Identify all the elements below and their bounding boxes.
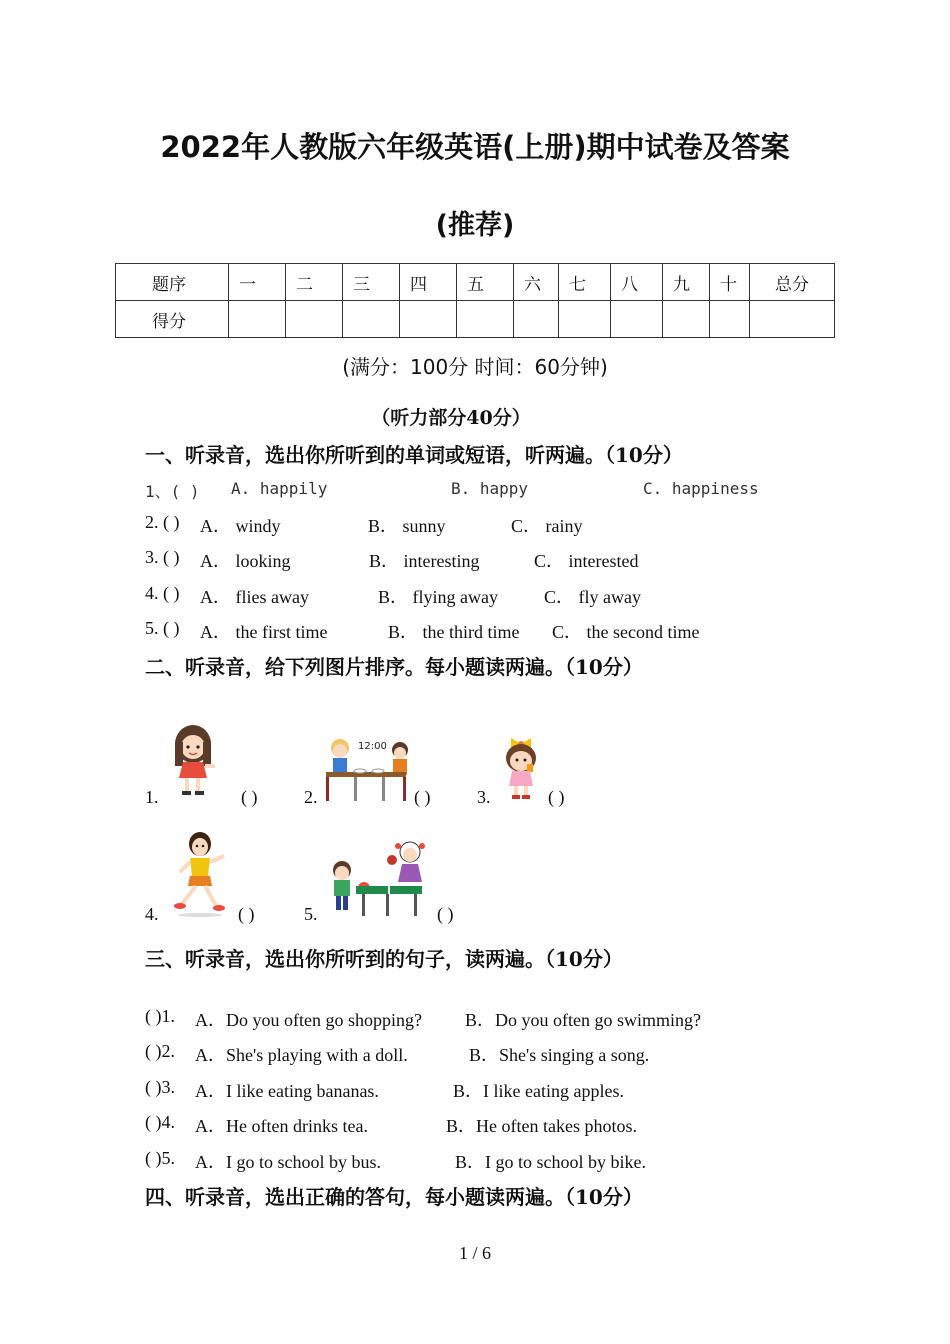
s3-q1-option-b[interactable]: B．Do you often go swimming?: [465, 1010, 701, 1030]
s3-q5-num: ( )5.: [145, 1148, 175, 1168]
score-cell[interactable]: [559, 301, 611, 338]
s2-blank-1[interactable]: ( ): [241, 787, 258, 807]
s2-label-1: 1.: [145, 787, 159, 807]
s3-q1-option-a[interactable]: A．Do you often go shopping?: [195, 1010, 422, 1030]
s3-q3-option-b[interactable]: B．I like eating apples.: [453, 1081, 624, 1101]
girl-walking-picture: [165, 722, 221, 798]
kids-eating-lunch-picture: [320, 734, 412, 804]
s1-q2-option-c[interactable]: C． rainy: [511, 516, 583, 536]
header-cell-4: 四: [400, 264, 457, 301]
header-cell-9: 九: [663, 264, 710, 301]
s1-q3-option-a[interactable]: A． looking: [200, 551, 291, 571]
s1-q4-option-b[interactable]: B． flying away: [378, 587, 498, 607]
s1-q4-option-c[interactable]: C． fly away: [544, 587, 641, 607]
s1-q1-option-b[interactable]: B. happy: [451, 479, 529, 498]
header-cell-3: 三: [343, 264, 400, 301]
s3-q2-num: ( )2.: [145, 1041, 175, 1061]
score-cell[interactable]: [514, 301, 559, 338]
score-cell[interactable]: [400, 301, 457, 338]
s1-q4-num: 4. ( ): [145, 583, 180, 603]
score-cell[interactable]: [343, 301, 400, 338]
s3-q2-option-b[interactable]: B．She's singing a song.: [469, 1045, 650, 1065]
s2-label-5: 5.: [304, 904, 318, 924]
s1-q5-option-a[interactable]: A． the first time: [200, 622, 328, 642]
score-row-label: 得分: [116, 301, 229, 338]
s2-blank-2[interactable]: ( ): [414, 787, 431, 807]
header-cell-1: 一: [229, 264, 286, 301]
score-table-score-row: [116, 301, 835, 338]
s1-q2-option-b[interactable]: B． sunny: [368, 516, 446, 536]
s2-label-3: 3.: [477, 787, 491, 807]
header-cell-6: 六: [514, 264, 559, 301]
s3-q3-option-a[interactable]: A．I like eating bananas.: [195, 1081, 379, 1101]
s2-blank-4[interactable]: ( ): [238, 904, 255, 924]
s2-label-2: 2.: [304, 787, 318, 807]
kids-playing-ping-pong-picture: [326, 838, 436, 920]
listening-header: （听力部分40分）: [371, 407, 531, 429]
header-cell-8: 八: [611, 264, 663, 301]
s3-q5-option-a[interactable]: A．I go to school by bus.: [195, 1152, 381, 1172]
s1-q1-num: 1、( ): [145, 482, 200, 501]
header-cell-order: 题序: [116, 264, 229, 301]
s2-blank-5[interactable]: ( ): [437, 904, 454, 924]
s1-q2-option-a[interactable]: A． windy: [200, 516, 281, 536]
s1-q1-option-c[interactable]: C. happiness: [643, 479, 759, 498]
section4-title: 四、听录音，选出正确的答句，每小题读两遍。（10分）: [145, 1185, 643, 1209]
section2-title: 二、听录音，给下列图片排序。每小题读两遍。（10分）: [145, 655, 643, 679]
s1-q5-option-b[interactable]: B． the third time: [388, 622, 520, 642]
s1-q3-option-b[interactable]: B． interesting: [369, 551, 480, 571]
header-cell-2: 二: [286, 264, 343, 301]
score-cell-total[interactable]: [750, 301, 835, 338]
page-subtitle: (推荐): [435, 210, 515, 241]
girl-running-picture: [172, 830, 232, 918]
header-cell-5: 五: [457, 264, 514, 301]
clock-time-label: 12:00: [358, 741, 387, 752]
score-cell[interactable]: [229, 301, 286, 338]
s2-label-4: 4.: [145, 904, 159, 924]
s1-q1-option-a[interactable]: A. happily: [231, 479, 328, 498]
header-cell-7: 七: [559, 264, 611, 301]
s3-q4-option-a[interactable]: A．He often drinks tea.: [195, 1116, 368, 1136]
s2-blank-3[interactable]: ( ): [548, 787, 565, 807]
page-number: 1 / 6: [458, 1243, 491, 1263]
s3-q1-num: ( )1.: [145, 1006, 175, 1026]
s1-q5-num: 5. ( ): [145, 618, 180, 638]
page-title: 2022年人教版六年级英语(上册)期中试卷及答案: [160, 130, 790, 164]
s3-q2-option-a[interactable]: A．She's playing with a doll.: [195, 1045, 408, 1065]
score-cell[interactable]: [457, 301, 514, 338]
score-cell[interactable]: [710, 301, 750, 338]
exam-info: (满分：100分 时间：60分钟): [342, 355, 608, 379]
header-cell-total: 总分: [750, 264, 835, 301]
girl-drinking-picture: [497, 732, 545, 802]
section3-title: 三、听录音，选出你所听到的句子，读两遍。（10分）: [145, 947, 623, 971]
section1-title: 一、听录音，选出你所听到的单词或短语，听两遍。（10分）: [145, 443, 683, 467]
s3-q4-option-b[interactable]: B．He often takes photos.: [446, 1116, 637, 1136]
s3-q4-num: ( )4.: [145, 1112, 175, 1132]
header-cell-10: 十: [710, 264, 750, 301]
score-cell[interactable]: [286, 301, 343, 338]
score-cell[interactable]: [611, 301, 663, 338]
score-cell[interactable]: [663, 301, 710, 338]
s1-q2-num: 2. ( ): [145, 512, 180, 532]
s3-q5-option-b[interactable]: B．I go to school by bike.: [455, 1152, 646, 1172]
s1-q4-option-a[interactable]: A． flies away: [200, 587, 309, 607]
s1-q3-option-c[interactable]: C． interested: [534, 551, 639, 571]
s1-q3-num: 3. ( ): [145, 547, 180, 567]
score-table: [115, 263, 835, 338]
score-table-header-row: [116, 264, 835, 301]
s3-q3-num: ( )3.: [145, 1077, 175, 1097]
s1-q5-option-c[interactable]: C． the second time: [552, 622, 700, 642]
